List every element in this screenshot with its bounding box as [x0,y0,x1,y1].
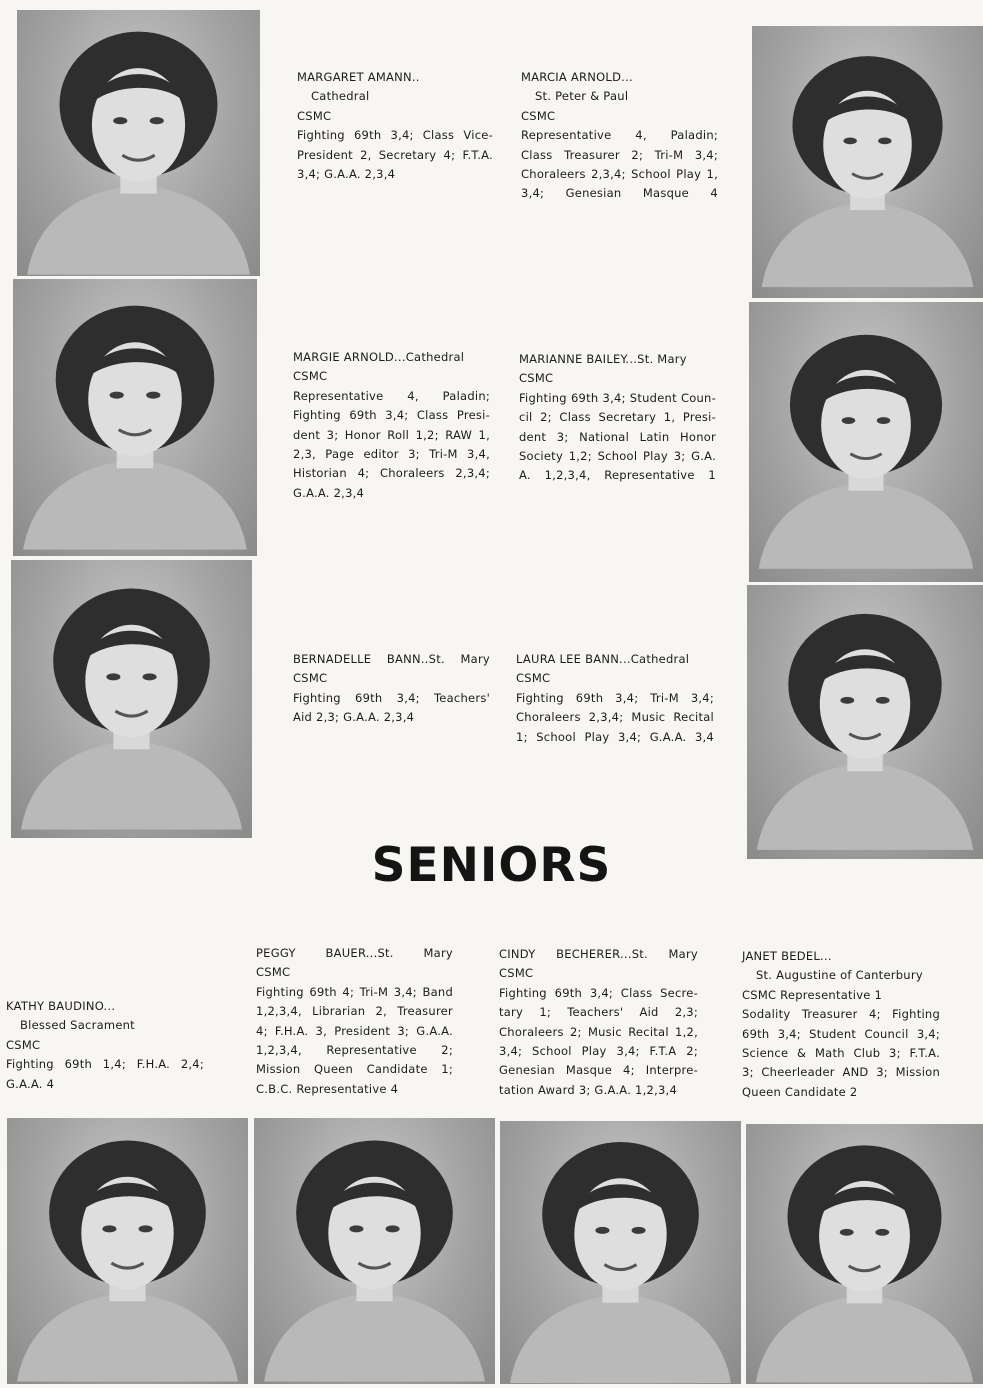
activity-line: Fighting 69th 3,4; Class Vice- [297,128,493,143]
portrait-image [254,1118,495,1384]
activity-line: Fighting 69th 4; Tri-M 3,4; Band [256,984,453,999]
entry-marianne-bailey [519,350,716,486]
activity-line: A. 1,2,3,4, Representative 1 [519,468,716,483]
portrait-image [11,560,252,838]
activity-line: 3,4; G.A.A. 2,3,4 [297,167,396,182]
photo-kathy-baudino [7,1118,248,1384]
activity-line: 4; F.H.A. 3, President 3; G.A.A. [256,1023,453,1038]
activity-line: Representative 4, Paladin; [521,128,718,143]
activity-line: Science & Math Club 3; F.T.A. [742,1046,940,1061]
activity-line: 3; Cheerleader AND 3; Mission [742,1065,940,1080]
page-title: SENIORS [371,838,612,893]
entry-margie-arnold [293,348,490,503]
parish: Blessed Sacrament [20,1018,135,1033]
activity-line: CSMC [293,369,328,384]
entry-bernadelle-bann [293,650,490,728]
entry-kathy-baudino [6,997,204,1094]
activity-line: Fighting 69th 3,4; Student Coun- [519,390,716,405]
activity-line: CSMC [519,371,554,386]
activity-line: tation Award 3; G.A.A. 1,2,3,4 [499,1082,678,1097]
portrait-image [17,10,260,276]
student-name: JANET BEDEL... [742,949,832,963]
portrait-image [13,279,257,556]
activity-line: Queen Candidate 2 [742,1084,858,1099]
activity-line: 69th 3,4; Student Council 3,4; [742,1026,940,1041]
activity-line: Choraleers 2; Music Recital 1,2, [499,1024,698,1039]
activity-line: Representative 4, Paladin; [293,388,490,403]
activity-line: Fighting 69th 1,4; F.H.A. 2,4; [6,1057,204,1072]
student-name: MARGARET AMANN.. [297,70,420,84]
activity-line: Aid 2,3; G.A.A. 2,3,4 [293,710,415,725]
parish: St. Peter & Paul [535,89,629,104]
student-name: KATHY BAUDINO... [6,999,116,1013]
portrait-image [500,1121,741,1384]
activity-line: Choraleers 2,3,4; Music Recital [516,710,714,725]
activity-line: G.A.A. 2,3,4 [293,485,365,500]
photo-cindy-becherer [500,1121,741,1384]
student-name: PEGGY BAUER...St. Mary [256,946,453,960]
activity-line: tary 1; Teachers' Aid 2,3; [499,1005,698,1020]
activity-line: CSMC [297,108,332,123]
entry-peggy-bauer [256,944,453,1099]
activity-line: CSMC [499,966,534,981]
activity-line: 1; School Play 3,4; G.A.A. 3,4 [516,729,714,744]
activity-line: dent 3; Honor Roll 1,2; RAW 1, [293,427,490,442]
activity-line: Fighting 69th 3,4; Teachers' [293,690,490,705]
activity-line: Genesian Masque 4; Interpre- [499,1063,698,1078]
activity-line: C.B.C. Representative 4 [256,1081,399,1096]
photo-bernadelle-bann [11,560,252,838]
photo-laura-lee-bann [747,585,983,859]
parish: St. Augustine of Canterbury [756,968,923,983]
activity-line: Mission Queen Candidate 1; [256,1062,453,1077]
entry-margaret-amann [297,68,493,184]
activity-line: 1,2,3,4, Representative 2; [256,1043,453,1058]
activity-line: Fighting 69th 3,4; Class Secre- [499,985,698,1000]
portrait-image [7,1118,248,1384]
student-name: LAURA LEE BANN...Cathedral [516,652,690,666]
activity-line: Sodality Treasurer 4; Fighting [742,1007,940,1022]
activity-line: CSMC Representative 1 [742,987,883,1002]
activity-line: CSMC [521,108,556,123]
activity-line: dent 3; National Latin Honor [519,429,716,444]
activity-line: 2,3, Page editor 3; Tri-M 3,4, [293,447,490,462]
entry-laura-lee-bann [516,650,714,747]
student-name: MARCIA ARNOLD... [521,70,633,84]
photo-marcia-arnold [752,26,983,298]
entry-janet-bedel [742,947,940,1102]
photo-margaret-amann [17,10,260,276]
portrait-image [752,26,983,298]
activity-line: Fighting 69th 3,4; Class Presi- [293,408,490,423]
parish: Cathedral [311,89,370,104]
portrait-image [746,1124,983,1384]
activity-line: Society 1,2; School Play 3; G.A. [519,449,716,464]
activity-line: President 2, Secretary 4; F.T.A. [297,147,493,162]
student-name: CINDY BECHERER...St. Mary [499,947,698,961]
entry-cindy-becherer [499,945,698,1100]
activity-line: Class Treasurer 2; Tri-M 3,4; [521,147,718,162]
photo-marianne-bailey [749,302,983,582]
activity-line: CSMC [256,965,291,980]
student-name: MARGIE ARNOLD...Cathedral [293,350,465,364]
photo-janet-bedel [746,1124,983,1384]
entry-marcia-arnold [521,68,718,204]
activity-line: 1,2,3,4, Librarian 2, Treasurer [256,1004,453,1019]
activity-line: CSMC [6,1037,41,1052]
photo-margie-arnold [13,279,257,556]
portrait-image [747,585,983,859]
activity-line: Fighting 69th 3,4; Tri-M 3,4; [516,690,714,705]
activity-line: 3,4; Genesian Masque 4 [521,186,718,201]
activity-line: 3,4; School Play 3,4; F.T.A 2; [499,1044,698,1059]
photo-peggy-bauer [254,1118,495,1384]
portrait-image [749,302,983,582]
activity-line: G.A.A. 4 [6,1076,55,1091]
activity-line: cil 2; Class Secretary 1, Presi- [519,410,716,425]
student-name: MARIANNE BAILEY...St. Mary [519,352,687,366]
student-name: BERNADELLE BANN..St. Mary [293,652,490,666]
activity-line: CSMC [516,671,551,686]
activity-line: Historian 4; Choraleers 2,3,4; [293,466,490,481]
activity-line: CSMC [293,671,328,686]
activity-line: Choraleers 2,3,4; School Play 1, [521,167,718,182]
